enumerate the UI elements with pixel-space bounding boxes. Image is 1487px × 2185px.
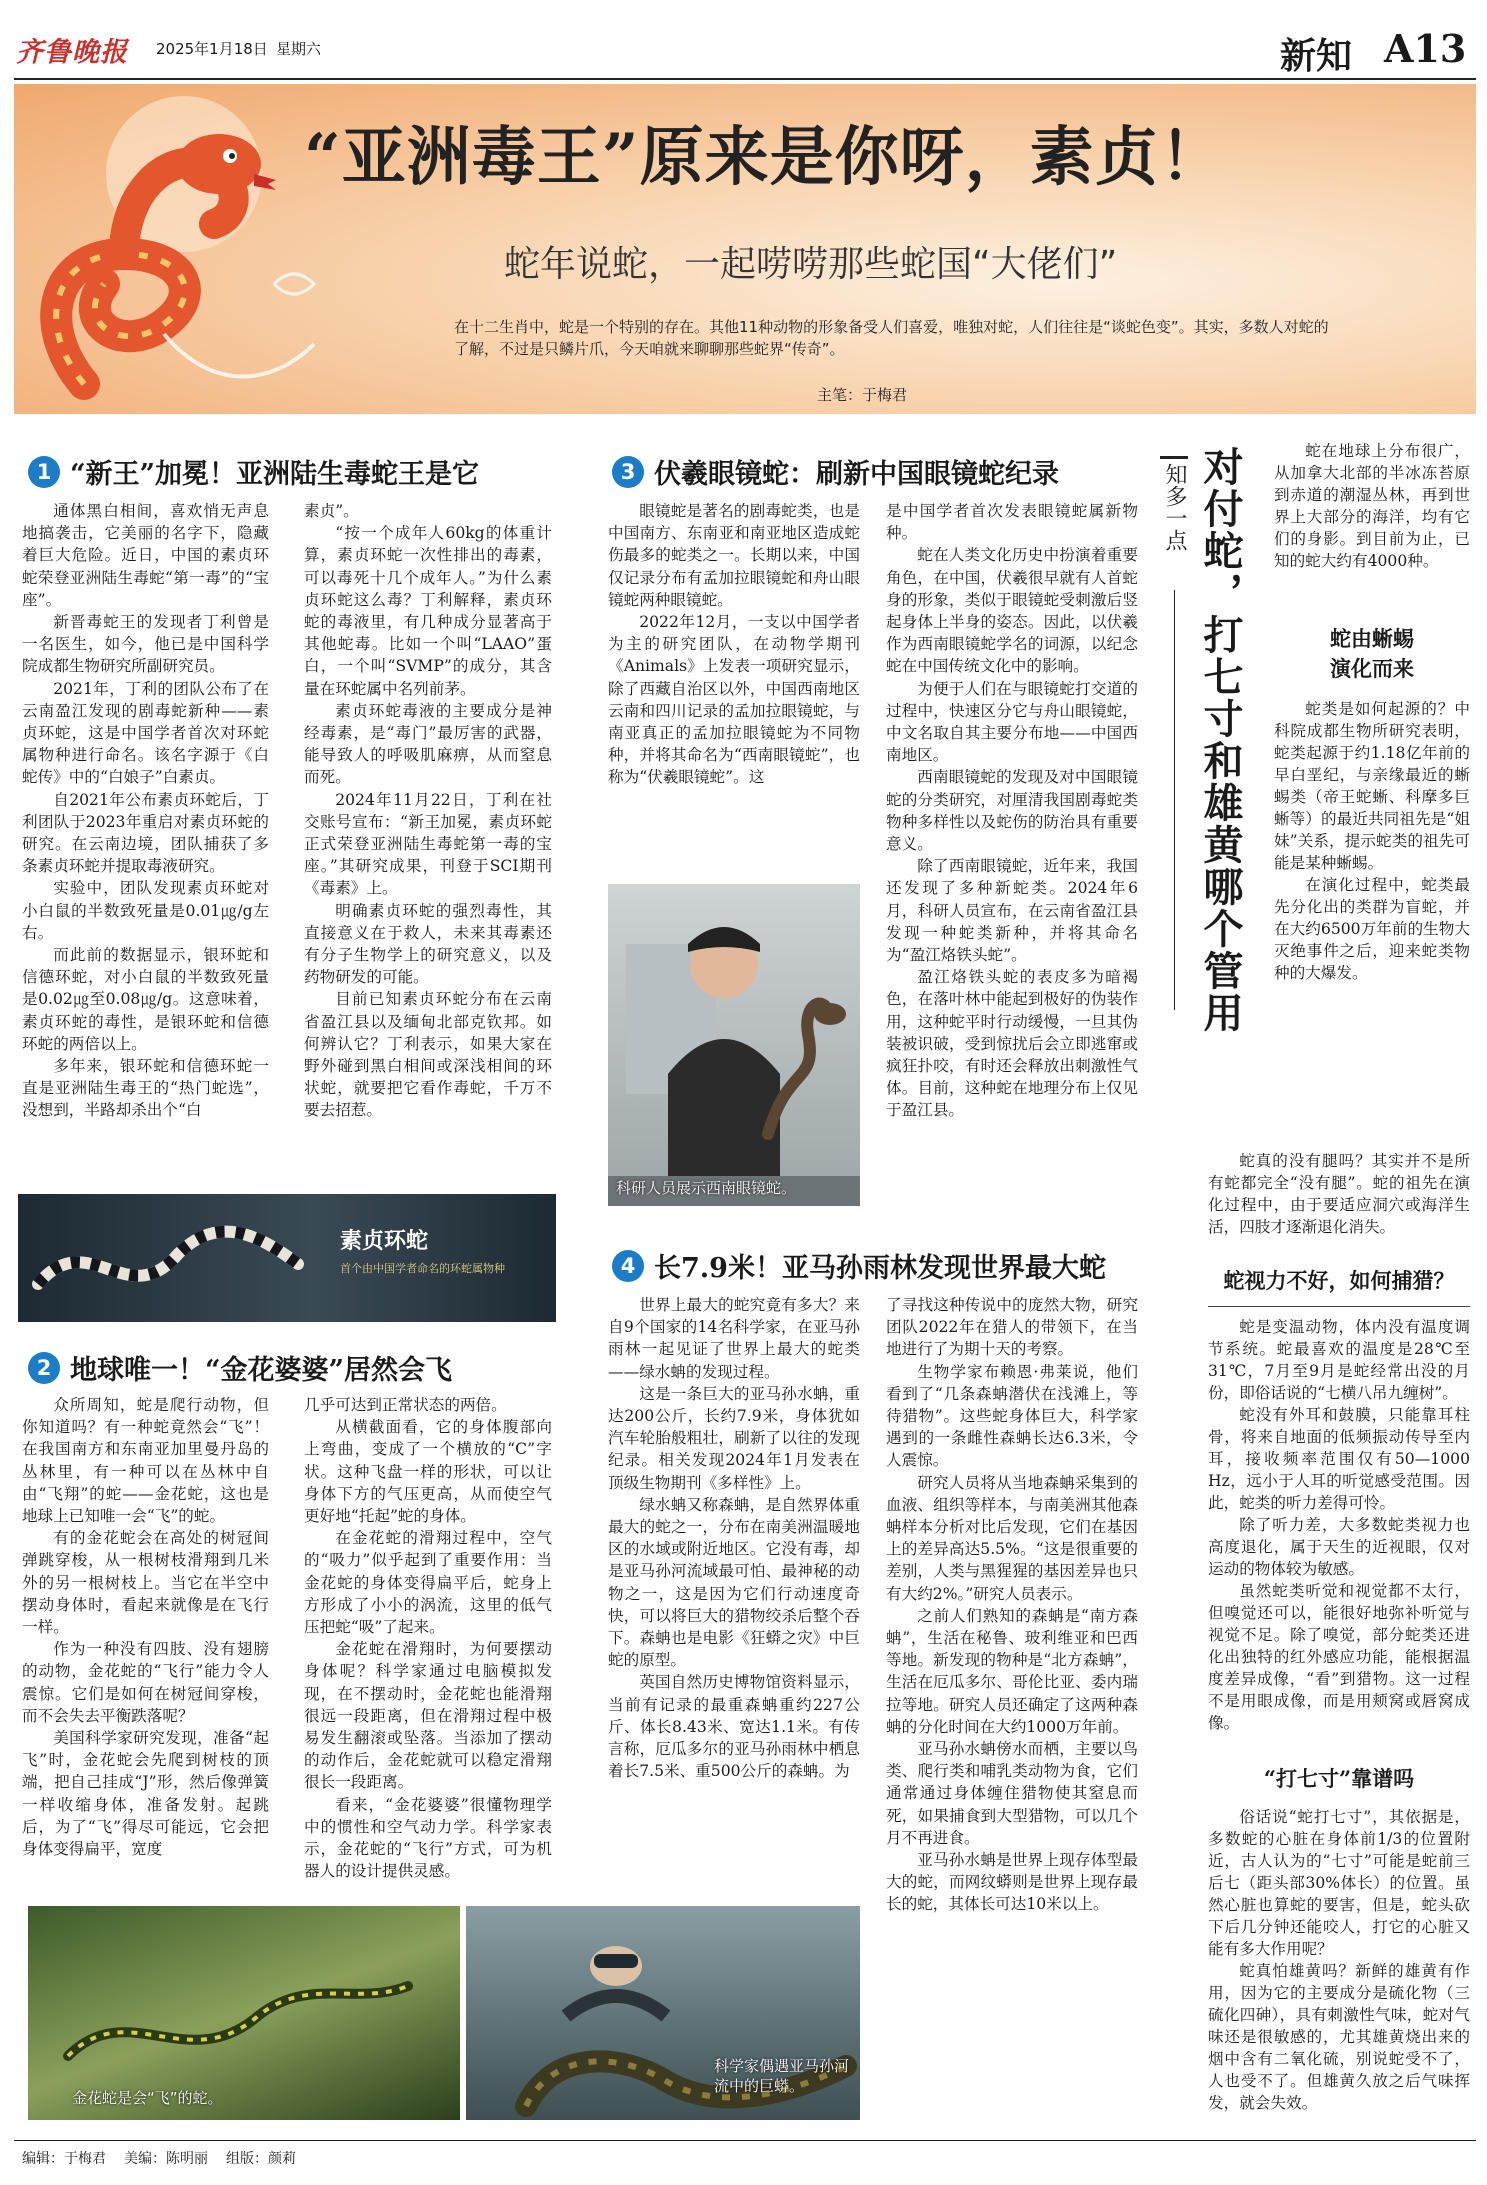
section-1-col-1: 通体黑白相间，喜欢悄无声息地搞袭击，它美丽的名字下，隐藏着巨大危险。近日，中国的素贞环蛇荣登亚洲陆生毒蛇“第一毒”的“宝座”。 新晋毒蛇王的发现者丁利曾是一名医生，如今，他已是中国科学院成都生物研究所副研究员。 2021年，丁利的团队公布了在云南盈江发现的剧毒蛇新种——素贞环蛇，这是中国学者首次对环蛇属物种进行命名。该名字源于《白蛇传》中的“白娘子”白素贞。 自2021年公布素贞环蛇后，丁利团队于2023年重启对素贞环蛇的研究。在云南边境，团队捕获了多条素贞环蛇并提取毒液研究。 实验中，团队发现素贞环蛇对小白鼠的半数致死量是0.01㎍/g左右。 而此前的数据显示，银环蛇和信德环蛇，对小白鼠的半数致死量是0.02㎍至0.08㎍/g。这意味着，素贞环蛇的毒性，是银环蛇和信德环蛇的两倍以上。 多年来，银环蛇和信德环蛇一直是亚洲陆生毒王的“热门蛇选”，没想到，半路却杀出个“白	[22, 502, 269, 1120]
sidebar-intro: 蛇在地球上分布很广，从加拿大北部的半冰冻苔原到赤道的潮湿丛林，再到世界上大部分的海洋，均有它们的身影。到目前为止，已知的蛇大约有4000种。	[1274, 442, 1470, 570]
section-3-col-1: 眼镜蛇是著名的剧毒蛇类，也是中国南方、东南亚和南亚地区造成蛇伤最多的蛇类之一。长期以来，中国仅记录分布有孟加拉眼镜蛇和舟山眼镜蛇两种眼镜蛇。 2022年12月，一支以中国学者为主的研究团队，在动物学期刊《Animals》上发表一项研究显示，除了西藏自治区以外，中国西南地区云南和四川记录的孟加拉眼镜蛇，与南亚真正的孟加拉眼镜蛇为不同物种，并将其命名为“西南眼镜蛇”，也称为“伏羲眼镜蛇”。这	[608, 502, 860, 787]
issue-weekday: 星期六	[276, 40, 322, 58]
section-4-col-1: 世界上最大的蛇究竟有多大？来自9个国家的14名科学家，在亚马孙雨林一起见证了世界上最大的蛇类——绿水蚺的发现过程。 这是一条巨大的亚马孙水蚺，重达200公斤，长约7.9米，身体犹如汽车轮胎般粗壮，刷新了以往的发现纪录。相关发现2024年1月发表在顶级生物期刊《多样性》上。 绿水蚺又称森蚺，是自然界体重最大的蛇之一，分布在南美洲温暖地区的水域或附近地区。它没有毒，却是亚马孙河流域最可怕、最神秘的动物之一，这是因为它们行动速度奇快，可以将巨大的猎物绞杀后整个吞下。森蚺也是电影《狂蟒之灾》中巨蛇的原型。 英国自然历史博物馆资料显示，当前有记录的最重森蚺重约227公斤、体长8.43米、宽达1.1米。有传言称，厄瓜多尔的亚马孙雨林中栖息着长7.5米、重500公斤的森蚺。为	[608, 1296, 860, 1781]
section-2-heading	[28, 1348, 452, 1387]
banner	[14, 84, 1476, 414]
snake-illustration	[14, 84, 334, 414]
sidebar-heading-2: 蛇视力不好，如何捕猎？	[1223, 1268, 1455, 1293]
sidebar-heading-3: “打七寸”靠谱吗	[1263, 1766, 1415, 1791]
issue-date: 2025年1月18日	[156, 40, 268, 58]
krait-photo-subtitle: 首个由中国学者命名的环蛇属物种	[340, 1262, 505, 1275]
section-title: “新王”加冕！亚洲陆生毒蛇王是它	[70, 459, 480, 490]
sidebar-heading-2-rule	[1208, 1306, 1470, 1307]
sidebar	[1150, 440, 1476, 2136]
cobra-photo-caption: 科研人员展示西南眼镜蛇。	[616, 1179, 797, 1197]
page-number: A13	[1384, 26, 1467, 71]
section-1-col-2: 素贞”。 “按一个成年人60kg的体重计算，素贞环蛇一次性排出的毒素，可以毒死十几个成年人。”为什么素贞环蛇这么毒？丁利解释，素贞环蛇的毒液里，有几种成分显著高于其他蛇毒。比如一个叫“LAAO”蛋白，一个叫“SVMP”的成分，其含量在环蛇属中名列前茅。 素贞环蛇毒液的主要成分是神经毒素，是“毒门”最厉害的武器，能导致人的呼吸肌麻痹，从而窒息而死。 2024年11月22日，丁利在社交账号宣布：“新王加冕，素贞环蛇正式荣登亚洲陆生毒蛇第一毒的宝座。”其研究成果，刊登于SCI期刊《毒素》上。 明确素贞环蛇的强烈毒性，其直接意义在于救人，未来其毒素还有分子生物学上的研究意义，以及药物研发的可能。 目前已知素贞环蛇分布在云南省盈江县以及缅甸北部克钦邦。如何辨认它？丁利表示，如果大家在野外碰到黑白相间或深浅相间的环状蛇，就要把它看作毒蛇，千万不要去招惹。	[304, 502, 552, 1120]
section-4-heading	[612, 1246, 1106, 1285]
krait-snake-shape	[18, 1194, 556, 1322]
section-2-col-2: 几乎可达到正常状态的两倍。 从横截面看，它的身体腹部向上弯曲，变成了一个横放的“C”字状。这种飞盘一样的形状，可以让身体下方的气压更高，从而使空气更好地“托起”蛇的身体。 在金花蛇的滑翔过程中，空气的“吸力”似乎起到了重要作用：当金花蛇的身体变得扁平后，蛇身上方形成了小小的涡流，这里的低气压把蛇“吸”了起来。 金花蛇在滑翔时，为何要摆动身体呢？科学家通过电脑模拟发现，在不摆动时，金花蛇也能滑翔很远一段距离，但在滑翔过程中极易发生翻滚或坠落。当添加了摆动的动作后，金花蛇就可以稳定滑翔很长一段距离。 看来，“金花婆婆”很懂物理学中的惯性和空气动力学。科学家表示，金花蛇的“飞行”方式，可为机器人的设计提供灵感。	[304, 1396, 552, 1881]
masthead	[14, 22, 1476, 78]
sidebar-block-3: 俗话说“蛇打七寸”，其依据是，多数蛇的心脏在身体前1/3的位置附近，古人认为的“七寸”可能是蛇前三后七（距头部30%体长）的位置。虽然心脏也算蛇的要害，但是，蛇头砍下后几分钟还能咬人，打它的心脏又能有多大作用呢？ 蛇真怕雄黄吗？新鲜的雄黄有作用，因为它的主要成分是硫化物（三硫化四砷），具有刺激性气味，蛇对气味还是很敏感的，尤其雄黄烧出来的烟中含有二氧化硫，别说蛇受不了，人也受不了。但雄黄久放之后气味挥发，就会失效。	[1208, 1808, 1470, 2112]
banner-intro: 在十二生肖中，蛇是一个特别的存在。其他11种动物的形象备受人们喜爱，唯独对蛇，人们往往是“谈蛇色变”。其实，多数人对蛇的了解，不过是只鳞片爪，今天咱就来聊聊那些蛇界“传奇”。	[454, 318, 1329, 358]
section-2-col-1: 众所周知，蛇是爬行动物，但你知道吗？有一种蛇竟然会“飞”！在我国南方和东南亚加里曼丹岛的丛林里，有一种可以在丛林中自由“飞翔”的蛇——金花蛇，这也是地球上已知唯一会“飞”的蛇。 有的金花蛇会在高处的树冠间弹跳穿梭，从一根树枝滑翔到几米外的另一根树枝上。当它在半空中摆动身体时，看起来就像是在飞行一样。 作为一种没有四肢、没有翅膀的动物，金花蛇的“飞行”能力令人震惊。它们是如何在树冠间穿梭，而不会失去平衡跌落呢？ 美国科学家研究发现，准备“起飞”时，金花蛇会先爬到树枝的顶端，把自己挂成“J”形，然后像弹簧一样收缩身体，准备发射。起跳后，为了“飞”得尽可能远，它会把身体变得扁平，宽度	[22, 1396, 269, 1859]
masthead-rule	[14, 78, 1476, 80]
footer-rule	[14, 2140, 1476, 2141]
sidebar-block-2: 蛇是变温动物，体内没有温度调节系统。蛇最喜欢的温度是28℃至31℃，7月至9月是蛇经常出没的月份，即俗话说的“七横八吊九缠树”。 蛇没有外耳和鼓膜，只能靠耳柱骨，将来自地面的低频振动传导至内耳，接收频率范围仅有50—1000 Hz，远小于人耳的听觉感受范围。因此，蛇类的听力差得可怜。 除了听力差，大多数蛇类视力也高度退化，属于天生的近视眼，仅对运动的物体较为敏感。 虽然蛇类听觉和视觉都不太行，但嗅觉还可以，能很好地弥补听觉与视觉不足。除了嗅觉，部分蛇类还进化出独特的红外感应功能，能根据温度差异成像，“看”到猎物。这一过程不是用眼成像，而是用颊窝或唇窝成像。	[1208, 1318, 1470, 1732]
cobra-photo	[608, 884, 860, 1206]
sidebar-heading-1: 蛇由蜥蜴 演化而来	[1330, 626, 1414, 681]
footer-editor: 编辑：于梅君	[22, 2151, 106, 2167]
section-number: 1	[28, 456, 60, 488]
section-name: 新知	[1280, 35, 1353, 77]
section-number: 2	[28, 1352, 60, 1384]
section-title: 长7.9米！亚马孙雨林发现世界最大蛇	[654, 1253, 1106, 1284]
section-number: 3	[612, 456, 644, 488]
section-1-heading	[28, 452, 479, 491]
banner-byline: 主笔：于梅君	[817, 386, 908, 404]
anaconda-photo-caption: 科学家偶遇亚马孙河流中的巨蟒。	[714, 2057, 850, 2095]
banner-subheadline: 蛇年说蛇，一起唠唠那些蛇国“大佬们”	[504, 244, 1118, 285]
footer-art-editor: 美编：陈明丽	[124, 2151, 208, 2167]
cobra-researcher-shape	[608, 884, 860, 1206]
section-4-col-2: 了寻找这种传说中的庞然大物，研究团队2022年在猎人的带领下，在当地进行了为期十天的考察。 生物学家布赖恩·弗莱说，他们看到了“几条森蚺潜伏在浅滩上，等待猎物”。这些蛇身体巨大，科学家遇到的一条雌性森蚺长达6.3米，令人震惊。 研究人员将从当地森蚺采集到的血液、组织等样本，与南美洲其他森蚺样本分析对比后发现，它们在基因上的差异高达5.5%。“这是很重要的差别，人类与黑猩猩的基因差异也只有大约2%。”研究人员表示。 之前人们熟知的森蚺是“南方森蚺”，生活在秘鲁、玻利维亚和巴西等地。新发现的物种是“北方森蚺”，生活在厄瓜多尔、哥伦比亚、委内瑞拉等地。研究人员还确定了这两种森蚺的分化时间在大约1000万年前。 亚马孙水蚺傍水而栖，主要以鸟类、爬行类和哺乳类动物为食，它们通常通过身体缠住猎物使其窒息而死，如果捕食到大型猎物，可以几个月不再进食。 亚马孙水蚺是世界上现存体型最大的蛇，而网纹蟒则是世界上现存最长的蛇，其体长可达10米以上。	[886, 1296, 1138, 1914]
sidebar-block-1-a: 蛇类是如何起源的？中科院成都生物所研究表明，蛇类起源于约1.18亿年前的早白垩纪，与亲缘最近的蜥蜴类（帝王蛇蜥、科摩多巨蜥等）的最近共同祖先是“姐妹”关系，提示蛇类的祖先可能是某种蜥蜴。 在演化过程中，蛇类最先分化出的类群为盲蛇，并在大约6500万年前的生物大灭绝事件之后，迎来蛇类物种的大爆发。	[1274, 700, 1470, 982]
section-title: 伏羲眼镜蛇：刷新中国眼镜蛇纪录	[654, 459, 1059, 490]
section-title: 地球唯一！“金花婆婆”居然会飞	[70, 1355, 453, 1386]
section-3-heading	[612, 452, 1059, 491]
section-number: 4	[612, 1250, 644, 1282]
section-3-col-2: 是中国学者首次发表眼镜蛇属新物种。 蛇在人类文化历史中扮演着重要角色，在中国，伏羲很早就有人首蛇身的形象，类似于眼镜蛇受刺激后竖起身体上半身的姿态。因此，以伏羲作为西南眼镜蛇学名的词源，以纪念蛇在中国传统文化中的影响。 为便于人们在与眼镜蛇打交道的过程中，快速区分它与舟山眼镜蛇，中文名取自其主要分布地——中国西南地区。 西南眼镜蛇的发现及对中国眼镜蛇的分类研究，对厘清我国剧毒蛇类物种多样性以及蛇伤的防治具有重要意义。 除了西南眼镜蛇，近年来，我国还发现了多种新蛇类。2024年6月，科研人员宣布，在云南省盈江县发现一种蛇类新种，并将其命名为“盈江烙铁头蛇”。 盈江烙铁头蛇的表皮多为暗褐色，在落叶林中能起到极好的伪装作用，这种蛇平时行动缓慢，一旦其伪装被识破，受到惊扰后会立即逃窜或疯狂扑咬，有时还会释放出刺激性气体。目前，这种蛇在地理分布上仅见于盈江县。	[886, 502, 1138, 1120]
sidebar-tag: 知多一点	[1160, 456, 1188, 551]
sidebar-block-1-b: 蛇真的没有腿吗？其实并不是所有蛇都完全“没有腿”。蛇的祖先在演化过程中，由于要适应洞穴或海洋生活，四肢才逐渐退化消失。	[1208, 1152, 1470, 1236]
krait-photo-title: 素贞环蛇	[340, 1228, 429, 1254]
flying-snake-photo	[28, 1906, 460, 2120]
footer-layout: 组版：颜莉	[226, 2151, 296, 2167]
anaconda-photo	[466, 1906, 860, 2120]
footer	[22, 2148, 296, 2168]
flying-snake-caption: 金花蛇是会“飞”的蛇。	[72, 2089, 223, 2107]
sidebar-title: 对付蛇，打七寸和雄黄哪个管用	[1197, 446, 1244, 1034]
newspaper-logo: 齐鲁晚报	[16, 37, 128, 68]
sidebar-tag-rule	[1174, 590, 1175, 1010]
krait-photo	[18, 1194, 556, 1322]
banner-headline: “亚洲毒王”原来是你呀，素贞！	[304, 120, 1225, 195]
